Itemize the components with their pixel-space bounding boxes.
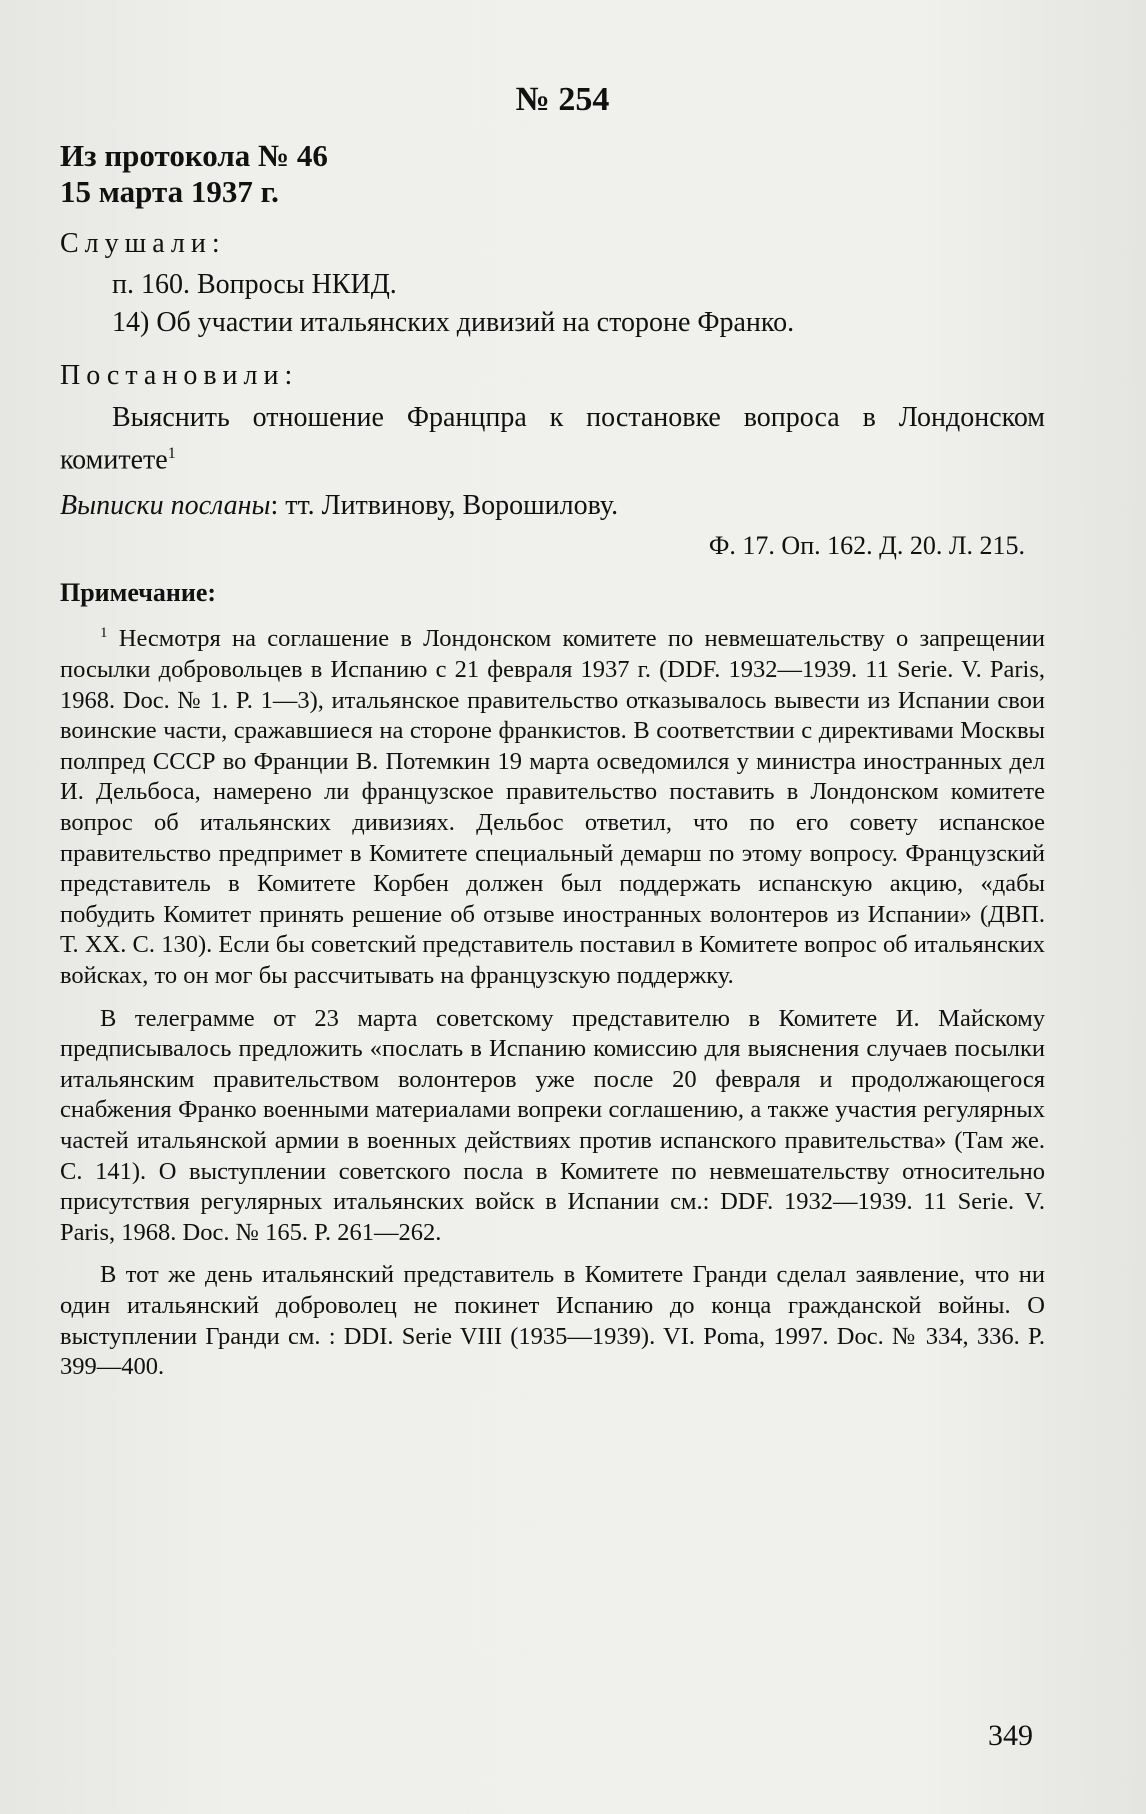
note-paragraph-2: В телеграмме от 23 марта советскому представителю в Комитете И. Майскому предписывалось предложить «послать в Испанию комиссию для выяснения случаев посылки итальянским правительством волонтеров уже после 20 февраля и продолжающегося снабжения Франко военными материалами вопреки соглашению, а также участия регулярных частей итальянской армии в военных действиях против испанского правительства» (Там же. С. 141). О выступлении советского посла в Комитете по невмешательству относительно присутствия регулярных итальянских войск в Испании см.: DDF. 1932—1939. 11 Serie. V. Paris, 1968. Doc. № 165. P. 261—262. [60,1004,1045,1246]
document-content [60,78,1045,1395]
resolved-label: Постановили: [60,360,299,391]
document-number: № 254 [515,81,610,118]
note-paragraph-3: В тот же день итальянский представитель в Комитете Гранди сделал заявление, что ни один итальянский доброволец не покинет Испанию до конца гражданской войны. О выступлении Гранди см. : DDI. Serie VIII (1935—1939). VI. Poma, 1997. Doc. № 334, 336. P. 399—400. [60,1261,1045,1381]
excerpts-recipients: : тт. Литвинову, Ворошилову. [270,490,619,522]
archive-reference: Ф. 17. Оп. 162. Д. 20. Л. 215. [708,531,1025,561]
page-number: 349 [988,1719,1033,1752]
excerpts-line [60,488,1045,524]
footnote-mark: 1 [167,445,176,462]
protocol-title: Из протокола № 46 [60,138,328,173]
heard-label: Слушали: [60,228,226,259]
note-footnote-mark: 1 [100,625,108,642]
excerpts-label: Выписки посланы [60,490,271,522]
note-heading: Примечание: [60,578,217,608]
resolved-text [60,400,1045,478]
heard-item: п. 160. Вопросы НКИД. [112,269,397,300]
note-paragraph-1-text: Несмотря на соглашение в Лондонском комитете по невмешательству о запрещении посылки добровольцев в Испанию с 21 февраля 1937 г. (DDF. 1932—1939. 11 Serie. V. Paris, 1968. Doc. № 1. P. 1—3), итальянское правительство отказывалось вывести из Испании свои воинские части, сражавшиеся на стороне франкистов. В соответствии с директивами Москвы полпред СССР во Франции В. Потемкин 19 марта осведомился у министра иностранных дел И. Дельбоса, намерено ли французское правительство поставить в Лондонском комитете вопрос об итальянских дивизиях. Дельбос ответил, что по его совету испанское правительство предпримет в Комитете специальный демарш по этому вопросу. Французский представитель в Комитете Корбен должен был поддержать испанскую акцию, «дабы побудить Комитет принять решение об отзыве иностранных волонтеров из Испании» (ДВП. Т. XX. С. 130). Если бы советский представитель поставил в Комитете вопрос об итальянских войсках, то он мог бы рассчитывать на французскую поддержку. [60,625,1045,990]
note-paragraph-1 [60,618,1045,991]
resolved-text-body: Выяснить отношение Францпра к постановке вопроса в Лондонском комитете [60,402,1045,476]
protocol-date: 15 марта 1937 г. [60,174,279,209]
heard-subitem: 14) Об участии итальянских дивизий на стороне Франко. [112,307,795,338]
